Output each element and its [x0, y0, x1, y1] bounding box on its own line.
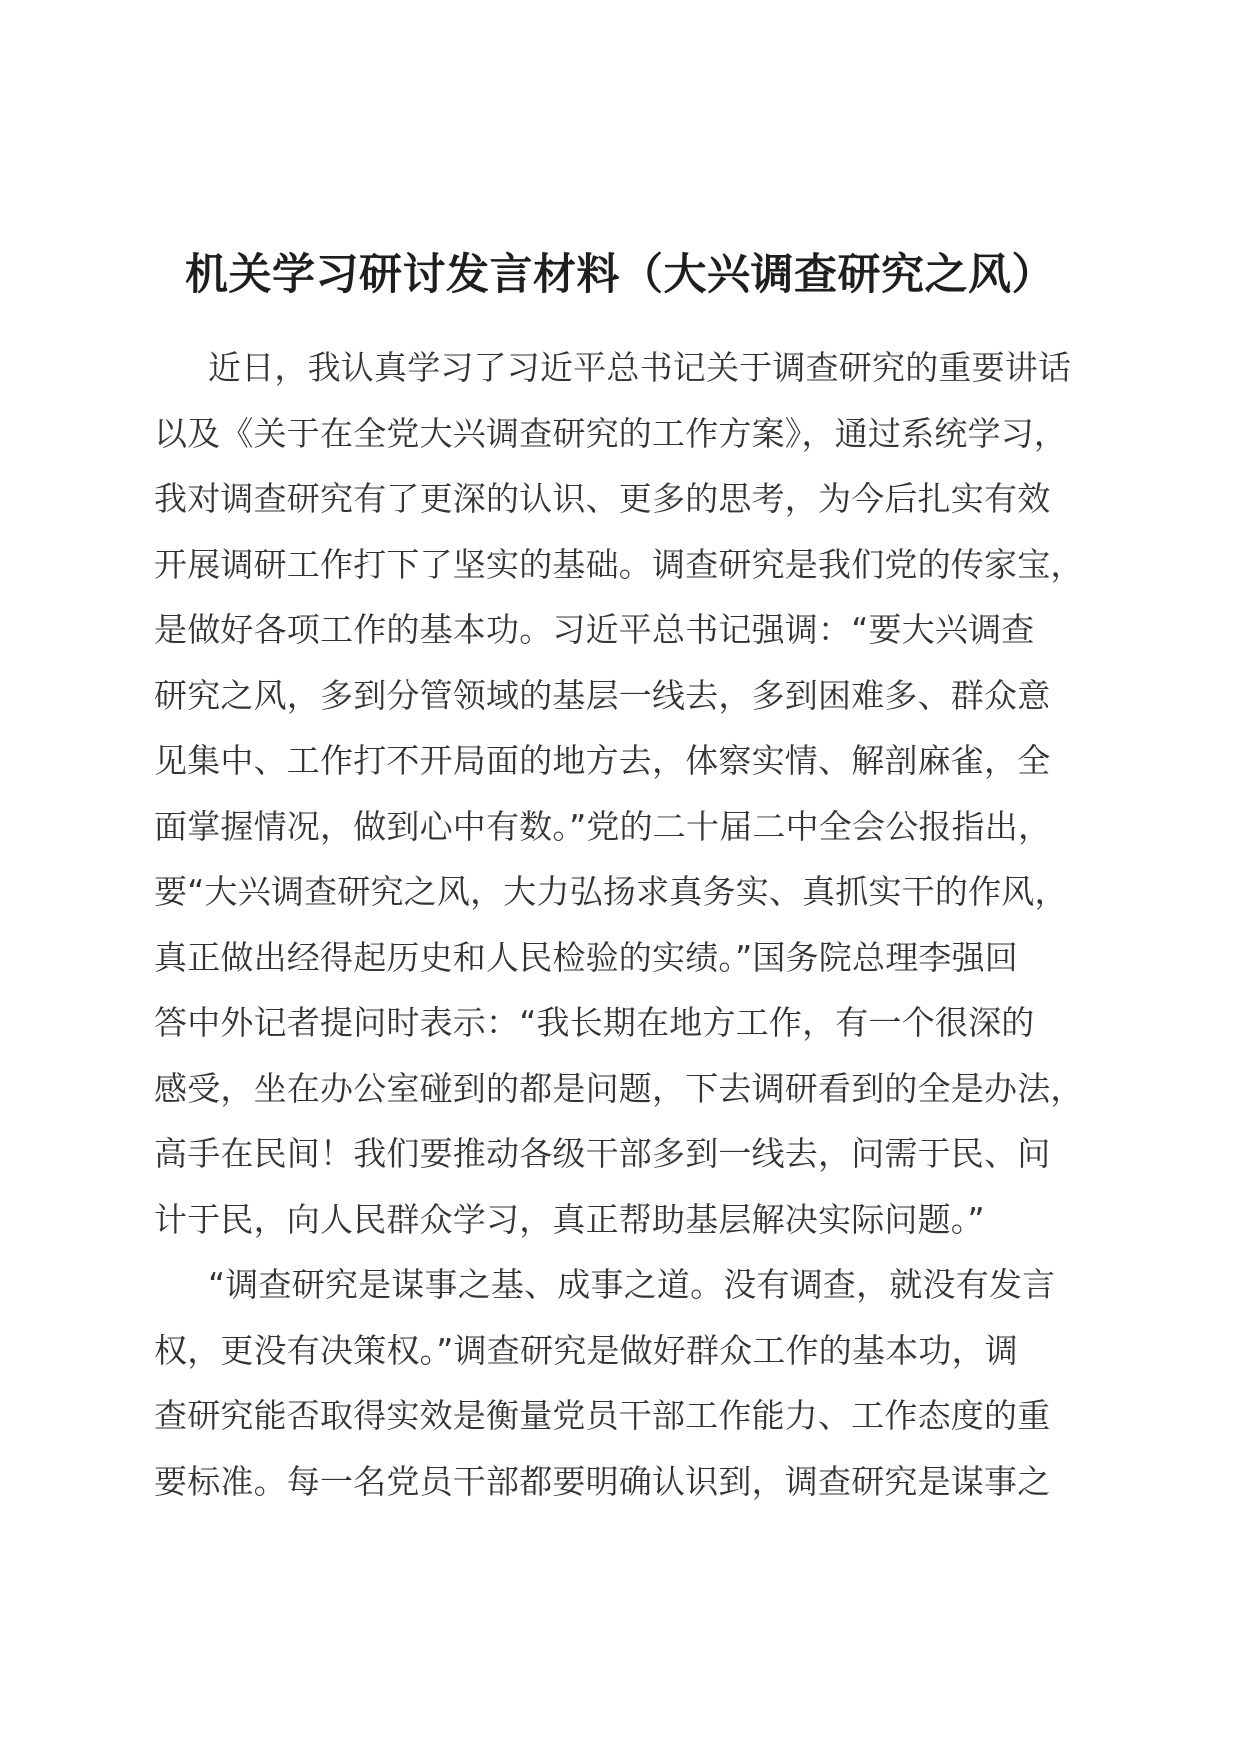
text-line: 要标准。每一名党员干部都要明确认识到，调查研究是谋事之: [154, 1461, 1051, 1501]
text-line: 开展调研工作打下了坚实的基础。调查研究是我们党的传家宝，: [154, 544, 1084, 584]
text-line: 查研究能否取得实效是衡量党员干部工作能力、工作态度的重: [154, 1396, 1051, 1435]
text-line: “调查研究是谋事之基、成事之道。没有调查，就没有发言: [208, 1265, 1056, 1304]
text-line: 近日，我认真学习了习近平总书记关于调查研究的重要讲话: [208, 348, 1072, 387]
text-line: 真正做出经得起历史和人民检验的实绩。”国务院总理李强回: [154, 937, 1018, 977]
document-body: [154, 335, 1094, 1514]
text-line: 见集中、工作打不开局面的地方去，体察实情、解剖麻雀，全: [154, 741, 1051, 780]
text-line: 答中外记者提问时表示：“我长期在地方工作，有一个很深的: [154, 1003, 1035, 1042]
paragraph-1: [154, 335, 1094, 1252]
text-line: 是做好各项工作的基本功。习近平总书记强调：“要大兴调查: [154, 610, 1035, 649]
text-line: 要“大兴调查研究之风，大力弘扬求真务实、真抓实干的作风，: [154, 872, 1068, 911]
text-line: 以及《关于在全党大兴调查研究的工作方案》，通过系统学习，: [154, 413, 1068, 453]
text-line: 权，更没有决策权。”调查研究是做好群众工作的基本功，调: [154, 1330, 1018, 1370]
text-line: 面掌握情况，做到心中有数。”党的二十届二中全会公报指出，: [154, 806, 1052, 846]
text-line: 高手在民间！我们要推动各级干部多到一线去，问需于民、问: [154, 1134, 1051, 1173]
paragraph-2: [154, 1252, 1094, 1514]
text-line: 计于民，向人民群众学习，真正帮助基层解决实际问题。”: [154, 1199, 985, 1239]
document-title: 机关学习研讨发言材料（大兴调查研究之风）: [185, 250, 1055, 300]
text-line: 感受，坐在办公室碰到的都是问题，下去调研看到的全是办法，: [154, 1068, 1084, 1108]
text-line: 研究之风，多到分管领域的基层一线去，多到困难多、群众意: [154, 675, 1051, 715]
text-line: 我对调查研究有了更深的认识、更多的思考，为今后扎实有效: [154, 479, 1051, 518]
